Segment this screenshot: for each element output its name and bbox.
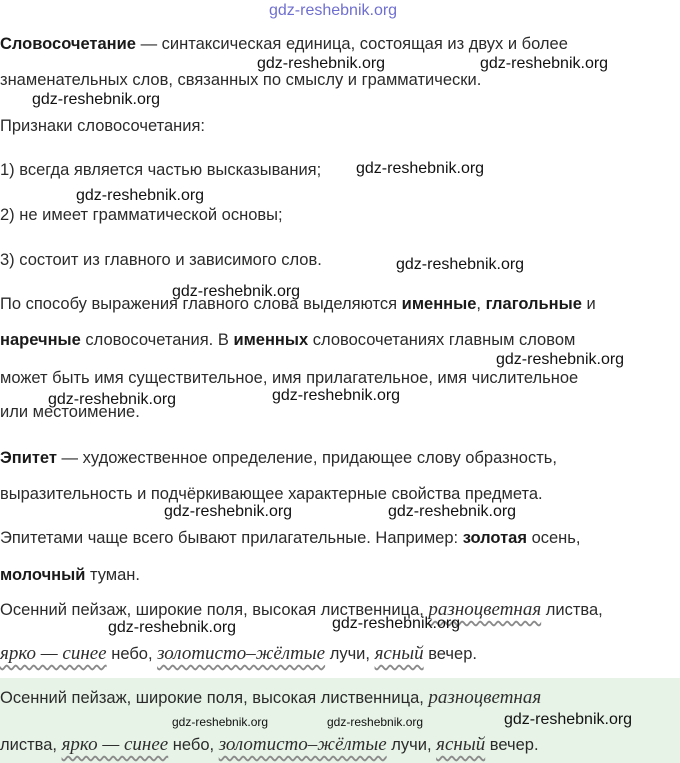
text: — художественное определение, придающее слову образность, bbox=[56, 449, 557, 467]
watermark: gdz-reshebnik.org bbox=[388, 503, 517, 520]
text: Осенний пейзаж, широкие поля, высокая лиственница, bbox=[0, 689, 429, 707]
watermark: gdz-reshebnik.org bbox=[272, 387, 401, 404]
text: осень, bbox=[526, 529, 581, 547]
sign-item-3: 3) состоит из главного и зависимого слов. bbox=[0, 251, 322, 269]
types-line-3: может быть имя существительное, имя прилагательное, имя числительное bbox=[0, 369, 579, 387]
text: небо, bbox=[106, 645, 158, 663]
epithet-line-1 bbox=[0, 448, 557, 468]
bold-term: наречные bbox=[0, 331, 81, 349]
text: туман. bbox=[85, 566, 140, 584]
watermark: gdz-reshebnik.org bbox=[48, 391, 177, 408]
text: , bbox=[476, 295, 486, 313]
watermark: gdz-reshebnik.org bbox=[332, 615, 461, 632]
text: лучи, bbox=[386, 736, 437, 754]
text: По способу выражения главного слова выделяются bbox=[0, 295, 402, 313]
text: листва, bbox=[0, 736, 62, 754]
text: лучи, bbox=[325, 645, 375, 663]
text: Эпитетами чаще всего бывают прилагательные. Например: bbox=[0, 529, 463, 547]
term-epithet: Эпитет bbox=[0, 449, 57, 467]
epithet: ярко — синее bbox=[61, 734, 169, 755]
sign-item-2: 2) не имеет грамматической основы; bbox=[0, 206, 283, 224]
example-2-line-2 bbox=[0, 735, 539, 755]
text: небо, bbox=[168, 736, 219, 754]
site-watermark-header[interactable]: gdz-reshebnik.org bbox=[269, 2, 398, 19]
term-collocation: Словосочетание bbox=[0, 35, 136, 53]
example-intro-line-2 bbox=[0, 565, 140, 585]
types-line-4: или местоимение. bbox=[0, 403, 140, 421]
watermark: gdz-reshebnik.org bbox=[356, 160, 485, 177]
epithet: ясный bbox=[436, 734, 486, 755]
watermark: gdz-reshebnik.org bbox=[172, 283, 301, 300]
watermark: gdz-reshebnik.org bbox=[396, 256, 525, 273]
text: вечер. bbox=[485, 736, 539, 754]
watermark: gdz-reshebnik.org bbox=[257, 55, 386, 72]
bold-term: молочный bbox=[0, 566, 86, 584]
text: Осенний пейзаж, широкие поля, высокая лиственница, bbox=[0, 601, 429, 619]
text: словосочетания. В bbox=[80, 331, 234, 349]
epithet: ярко — синее bbox=[0, 643, 107, 664]
bold-term: именные bbox=[401, 295, 477, 313]
epithet: ясный bbox=[374, 643, 424, 664]
watermark: gdz-reshebnik.org bbox=[164, 503, 293, 520]
watermark: gdz-reshebnik.org bbox=[327, 715, 424, 729]
text: листва, bbox=[541, 601, 603, 619]
watermark: gdz-reshebnik.org bbox=[480, 55, 609, 72]
example-intro-line-1 bbox=[0, 528, 580, 548]
epithet: разноцветная bbox=[428, 599, 542, 620]
sign-item-1: 1) всегда является частью высказывания; bbox=[0, 161, 322, 179]
epithet: золотисто–жёлтые bbox=[218, 734, 387, 755]
watermark: gdz-reshebnik.org bbox=[76, 187, 205, 204]
watermark: gdz-reshebnik.org bbox=[172, 715, 269, 729]
bold-term: именных bbox=[233, 331, 309, 349]
definition-text: — синтаксическая единица, состоящая из двух и более bbox=[135, 35, 568, 53]
text: вечер. bbox=[423, 645, 477, 663]
example-1-line-2 bbox=[0, 644, 477, 664]
watermark: gdz-reshebnik.org bbox=[108, 619, 237, 636]
text: и bbox=[581, 295, 596, 313]
example-2-line-1 bbox=[0, 688, 541, 708]
definition-line-1 bbox=[0, 34, 568, 54]
types-line-2 bbox=[0, 330, 575, 350]
epithet: разноцветная bbox=[428, 687, 542, 708]
watermark: gdz-reshebnik.org bbox=[496, 351, 625, 368]
definition-line-2: знаменательных слов, связанных по смыслу и грамматически. bbox=[0, 71, 482, 89]
watermark: gdz-reshebnik.org bbox=[504, 711, 633, 728]
epithet-line-2: выразительность и подчёркивающее характерные свойства предмета. bbox=[0, 485, 543, 503]
bold-term: глагольные bbox=[485, 295, 582, 313]
watermark: gdz-reshebnik.org bbox=[32, 91, 161, 108]
bold-term: золотая bbox=[462, 529, 527, 547]
signs-title: Признаки словосочетания: bbox=[0, 117, 205, 135]
text: словосочетаниях главным словом bbox=[308, 331, 576, 349]
epithet: золотисто–жёлтые bbox=[157, 643, 326, 664]
example-1-line-1 bbox=[0, 600, 603, 620]
